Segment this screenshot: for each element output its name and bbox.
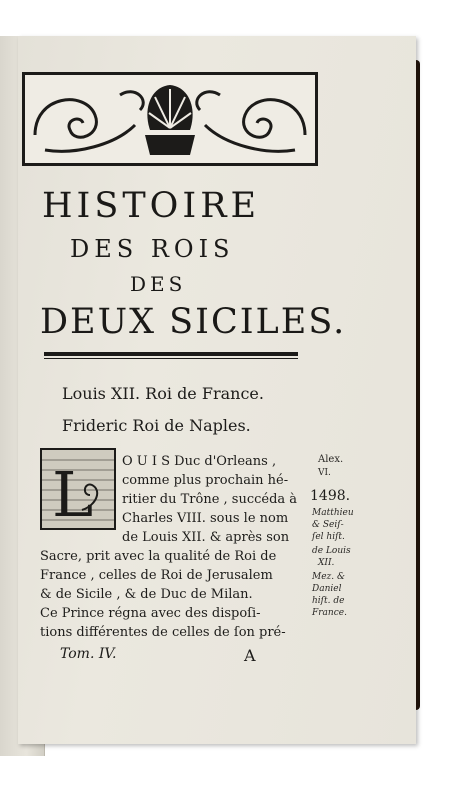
margin-note-1: Matthieu bbox=[312, 508, 354, 518]
margin-year: 1498. bbox=[310, 488, 351, 504]
subheading-louis: Louis XII. Roi de France. bbox=[62, 384, 264, 403]
ornamental-headpiece bbox=[22, 72, 318, 166]
margin-note-3: ſel hiſt. bbox=[312, 532, 345, 542]
body-line-4: Charles VIII. sous le nom bbox=[122, 511, 289, 526]
margin-note-7: Daniel bbox=[312, 584, 342, 594]
subheading-frideric: Frideric Roi de Naples. bbox=[62, 416, 251, 435]
initial-letter: L bbox=[52, 458, 94, 528]
margin-note-6: Mez. & bbox=[312, 572, 346, 582]
margin-alex: Alex. bbox=[318, 454, 344, 465]
title-line-3: DES bbox=[130, 272, 187, 296]
body-line-2: comme plus prochain hé- bbox=[122, 473, 289, 488]
body-line-6: Sacre, prit avec la qualité de Roi de bbox=[40, 549, 277, 564]
decorated-initial bbox=[40, 448, 116, 530]
title-rule-thick bbox=[44, 352, 298, 356]
title-line-1: HISTOIRE bbox=[42, 186, 261, 226]
margin-note-9: France. bbox=[312, 608, 347, 618]
title-rule-thin bbox=[44, 358, 298, 359]
body-line-3: ritier du Trône , succéda à bbox=[122, 492, 298, 507]
body-line-5: de Louis XII. & après son bbox=[122, 530, 290, 545]
footer-volume: Tom. IV. bbox=[60, 646, 117, 662]
body-line-9: Ce Prince régna avec des dispoſi- bbox=[40, 606, 261, 621]
body-line-10: tions différentes de celles de ſon pré- bbox=[40, 625, 286, 640]
margin-note-4: de Louis bbox=[312, 546, 351, 556]
body-line-7: France , celles de Roi de Jerusalem bbox=[40, 568, 273, 583]
initial-ornament-icon bbox=[42, 450, 114, 528]
footer-signature: A bbox=[244, 646, 256, 665]
title-line-2: DES ROIS bbox=[70, 235, 235, 263]
scroll-ornament-icon bbox=[25, 75, 315, 163]
margin-vi: VI. bbox=[318, 468, 331, 478]
title-line-4: DEUX SICILES. bbox=[40, 302, 347, 342]
margin-note-8: hiſt. de bbox=[312, 596, 345, 606]
body-line-8: & de Sicile , & de Duc de Milan. bbox=[40, 587, 253, 602]
margin-note-2: & Seiſ- bbox=[312, 520, 344, 530]
margin-note-5: XII. bbox=[318, 558, 335, 568]
body-line-1: O U I S Duc d'Orleans , bbox=[122, 454, 277, 469]
